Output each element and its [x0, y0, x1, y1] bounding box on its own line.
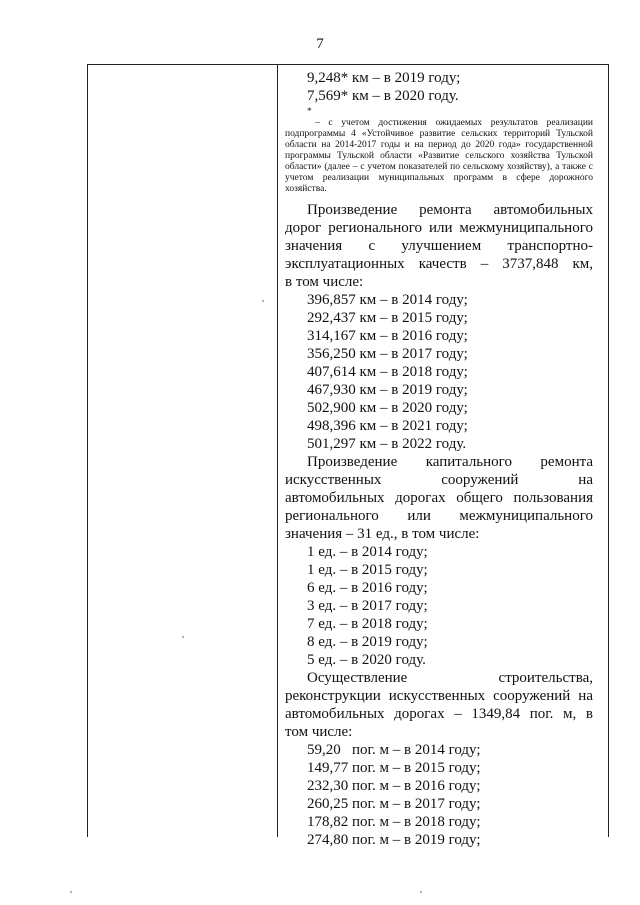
list-item: 274,80 пог. м – в 2019 году; [307, 832, 481, 848]
paragraph-line: в том числе: [285, 274, 364, 290]
list-item: 149,77 пог. м – в 2015 году; [307, 760, 481, 776]
list-item: 3 ед. – в 2017 году; [307, 598, 428, 614]
list-item: 232,30 пог. м – в 2016 году; [307, 778, 481, 794]
list-item: 498,396 км – в 2021 году; [307, 418, 468, 434]
construction-paragraph [285, 669, 593, 741]
list-item: 7 ед. – в 2018 году; [307, 616, 428, 632]
list-item: 1 ед. – в 2014 году; [307, 544, 428, 560]
list-item: 501,297 км – в 2022 году. [307, 436, 467, 452]
repair-paragraph [285, 201, 593, 291]
footnote-text: – с учетом достижения ожидаемых результатов реализации подпрограммы 4 «Устойчивое развитие сельских территорий Тульской области на 2014-2017 годы и на период до 2020 года» государственной программы Тульской области «Развитие сельского хозяйства Тульской области» (далее – с учетом показателей по сельскому хозяйству), а также с учетом реализации муниципальных программ в сфере дорожного хозяйства. [285, 118, 593, 194]
paragraph-line: реконструкции искусственных сооружений на [285, 688, 593, 704]
list-item: 5 ед. – в 2020 году. [307, 652, 426, 668]
list-item: 8 ед. – в 2019 году; [307, 634, 428, 650]
paragraph-line: Произведение ремонта автомобильных [307, 202, 593, 218]
footnote-marker: * [307, 107, 312, 117]
list-item: 9,248* км – в 2019 году; [307, 70, 461, 86]
list-item: 59,20 пог. м – в 2014 году; [307, 742, 481, 758]
list-item: 178,82 пог. м – в 2018 году; [307, 814, 481, 830]
column-divider [277, 65, 278, 837]
list-item: 356,250 км – в 2017 году; [307, 346, 468, 362]
list-item: 502,900 км – в 2020 году; [307, 400, 468, 416]
paragraph-line: автомобильных дорогах – 1349,84 пог. м, в [285, 706, 593, 722]
paragraph-line: регионального или межмуниципального [285, 508, 593, 524]
construction-list [285, 741, 593, 849]
paragraph-line: том числе: [285, 724, 353, 740]
paragraph-line: Осуществление строительства, [307, 670, 593, 686]
scan-artifact [182, 636, 184, 638]
capital-repair-paragraph [285, 453, 593, 543]
paragraph-line: автомобильных дорогах общего пользования [285, 490, 593, 506]
scan-artifact [420, 891, 422, 893]
scan-artifact [262, 300, 264, 302]
list-item: 314,167 км – в 2016 году; [307, 328, 468, 344]
list-item: 6 ед. – в 2016 году; [307, 580, 428, 596]
paragraph-line: эксплуатационных качеств – 3737,848 км, [285, 256, 593, 272]
document-table [87, 64, 609, 848]
page-number: 7 [316, 36, 324, 52]
list-item: 407,614 км – в 2018 году; [307, 364, 468, 380]
paragraph-line: Произведение капитального ремонта [307, 454, 593, 470]
repair-list [285, 291, 593, 453]
paragraph-line: искусственных сооружений на [285, 472, 593, 488]
list-item: 396,857 км – в 2014 году; [307, 292, 468, 308]
list-item: 292,437 км – в 2015 году; [307, 310, 468, 326]
list-item: 467,930 км – в 2019 году; [307, 382, 468, 398]
list-item: 1 ед. – в 2015 году; [307, 562, 428, 578]
list-item: 7,569* км – в 2020 году. [307, 88, 459, 104]
right-column-content [285, 69, 593, 849]
paragraph-line: значения – 31 ед., в том числе: [285, 526, 480, 542]
capital-repair-list [285, 543, 593, 669]
paragraph-line: значения с улучшением транспортно- [285, 238, 593, 254]
paragraph-line: дорог регионального или межмуниципального [285, 220, 593, 236]
list-item: 260,25 пог. м – в 2017 году; [307, 796, 481, 812]
footnote [285, 107, 593, 195]
scan-artifact [70, 891, 72, 893]
